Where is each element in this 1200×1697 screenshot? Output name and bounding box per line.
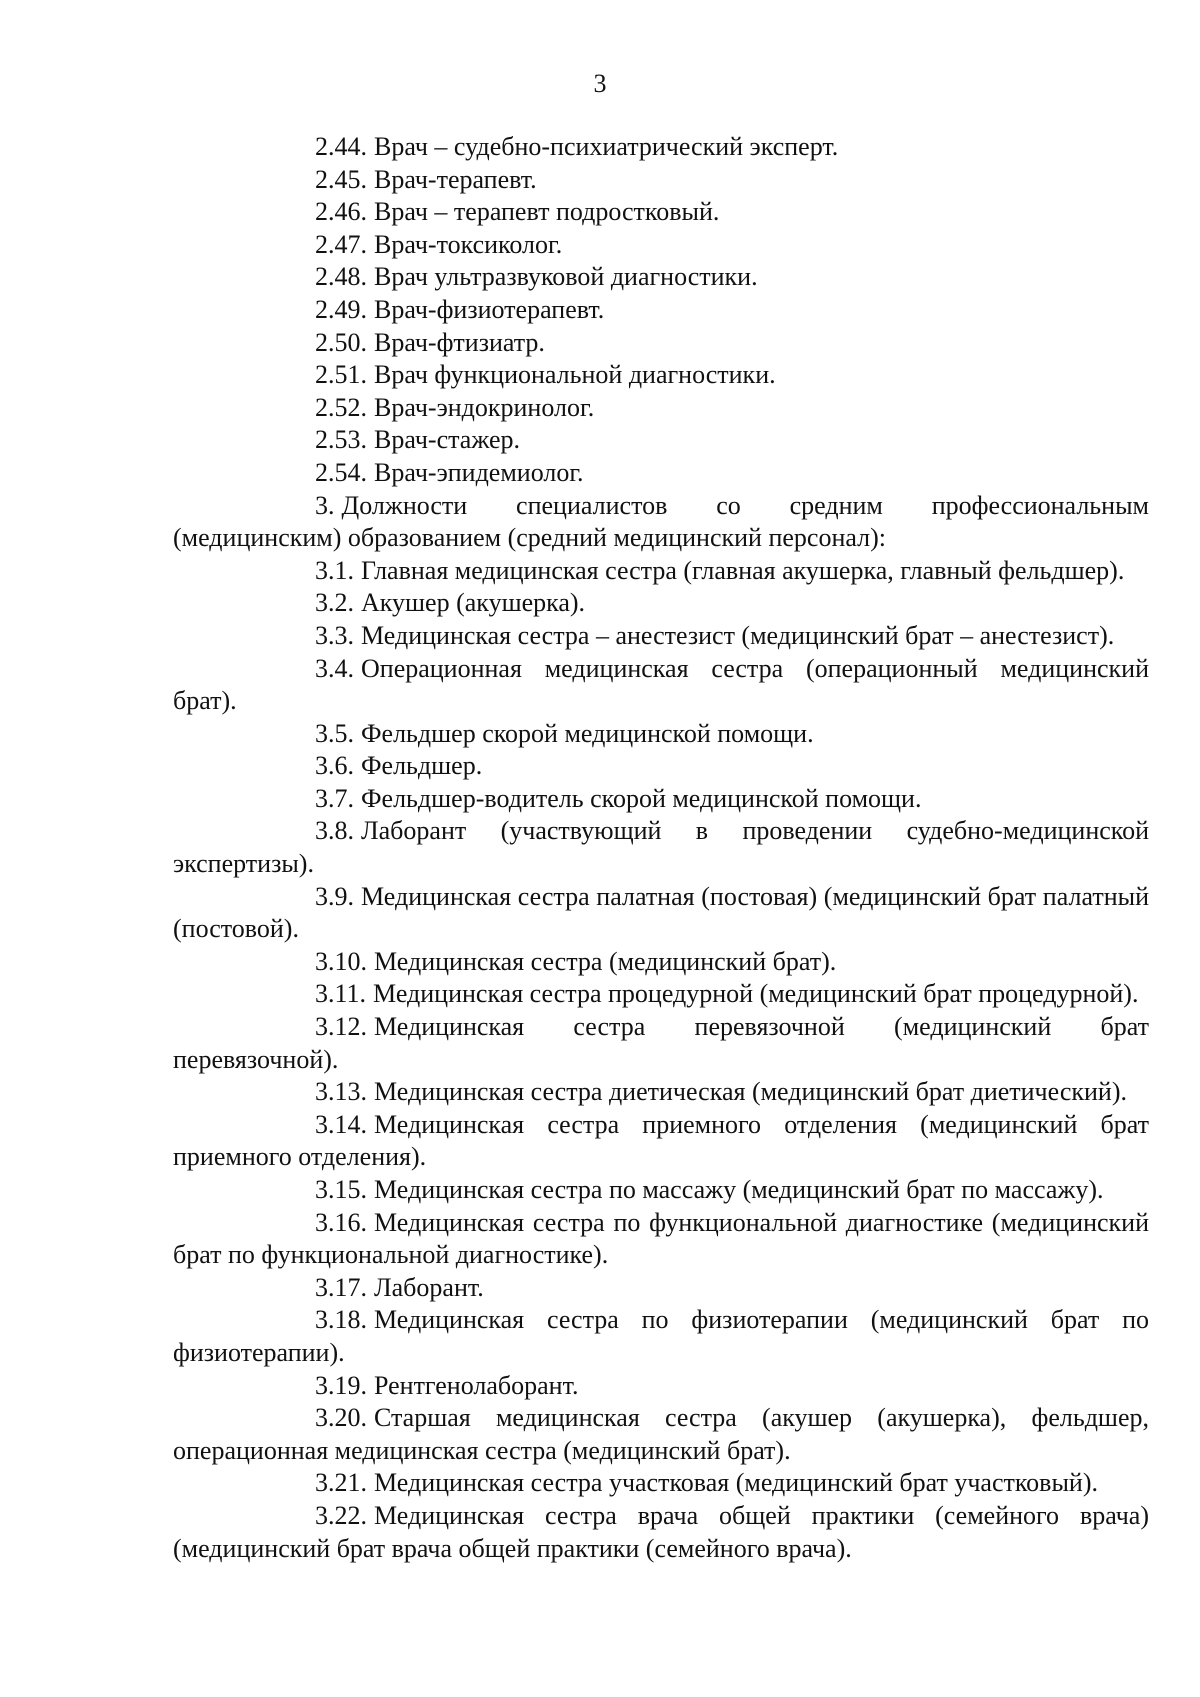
item-text: Операционная медицинская сестра (операционный медицинский брат). — [173, 653, 1149, 716]
list-item — [173, 457, 1149, 490]
list-item — [173, 294, 1149, 327]
item-text: Фельдшер. — [361, 751, 483, 781]
item-text: Врач-терапевт. — [374, 164, 537, 194]
item-number: 3.4. — [315, 653, 354, 683]
list-item — [173, 881, 1149, 946]
list-item — [173, 1207, 1149, 1272]
item-number: 3.17. — [315, 1272, 367, 1302]
item-text: Лаборант (участвующий в проведении судебно-медицинской экспертизы). — [173, 816, 1149, 879]
item-number: 3.8. — [315, 816, 354, 846]
item-number: 3.7. — [315, 783, 354, 813]
item-text: Врач-эпидемиолог. — [374, 457, 584, 487]
item-text: Врач функциональной диагностики. — [374, 360, 776, 390]
list-item — [173, 1272, 1149, 1305]
item-number: 3.10. — [315, 946, 367, 976]
item-text: Врач – судебно-психиатрический эксперт. — [374, 132, 839, 161]
item-number: 2.45. — [315, 164, 367, 194]
item-number: 2.50. — [315, 327, 367, 357]
item-text: Врач-физиотерапевт. — [374, 294, 605, 324]
item-number: 3.2. — [315, 588, 354, 618]
item-number: 2.46. — [315, 197, 367, 227]
item-number: 3.9. — [315, 881, 354, 911]
item-number: 3.1. — [315, 555, 354, 585]
page-number: 3 — [593, 69, 607, 98]
item-text: Врач-токсиколог. — [374, 229, 563, 259]
list-item — [173, 196, 1149, 229]
item-number: 3.3. — [315, 620, 354, 650]
item-number: 2.53. — [315, 425, 367, 455]
item-text: Медицинская сестра по массажу (медицинский брат по массажу). — [374, 1175, 1104, 1204]
list-item — [173, 359, 1149, 392]
list-item — [173, 327, 1149, 360]
item-text: Старшая медицинская сестра (акушер (акушерка), фельдшер, операционная медицинская сестра (медицинский брат). — [173, 1403, 1149, 1465]
list-item — [173, 946, 1149, 979]
item-number: 3.6. — [315, 751, 354, 781]
item-number: 2.51. — [315, 360, 367, 390]
list-item — [173, 229, 1149, 262]
item-text: Лаборант. — [374, 1272, 484, 1302]
item-number: 2.44. — [315, 132, 367, 161]
list-item — [173, 1500, 1149, 1565]
item-text: Медицинская сестра перевязочной (медицинский брат перевязочной). — [173, 1012, 1149, 1074]
item-text: Фельдшер скорой медицинской помощи. — [361, 718, 814, 748]
item-number: 2.48. — [315, 262, 367, 292]
list-item — [173, 815, 1149, 880]
item-text: Рентгенолаборант. — [374, 1370, 579, 1400]
list-item — [173, 131, 1149, 164]
list-item — [173, 653, 1149, 718]
list-item — [173, 1174, 1149, 1207]
item-text: Медицинская сестра по физиотерапии (медицинский брат по физиотерапии). — [173, 1305, 1149, 1367]
item-text: Медицинская сестра – анестезист (медицинский брат – анестезист). — [361, 620, 1115, 650]
item-number: 2.54. — [315, 457, 367, 487]
list-item — [173, 620, 1149, 653]
item-number: 3.15. — [315, 1175, 367, 1204]
item-text: Медицинская сестра участковая (медицинский брат участковый). — [374, 1468, 1099, 1498]
item-text: Врач – терапевт подростковый. — [374, 197, 720, 227]
list-item — [173, 424, 1149, 457]
list-item — [173, 1011, 1149, 1076]
list-item — [173, 392, 1149, 425]
list-item — [173, 555, 1149, 588]
document-body — [173, 131, 1149, 1565]
item-number: 2.52. — [315, 392, 367, 422]
item-text: Медицинская сестра приемного отделения (медицинский брат приемного отделения). — [173, 1109, 1149, 1172]
list-item — [173, 1304, 1149, 1369]
list-item — [173, 978, 1149, 1011]
item-number: 2.47. — [315, 229, 367, 259]
item-text: Фельдшер-водитель скорой медицинской помощи. — [361, 783, 922, 813]
item-text: Врач ультразвуковой диагностики. — [374, 262, 758, 292]
list-item — [173, 1370, 1149, 1403]
item-text: Медицинская сестра (медицинский брат). — [374, 946, 837, 976]
item-text: Медицинская сестра диетическая (медицинский брат диетический). — [374, 1077, 1127, 1107]
list-item — [173, 1109, 1149, 1174]
item-number: 3.12. — [315, 1012, 367, 1042]
item-text: Врач-эндокринолог. — [374, 392, 595, 422]
item-number: 2.49. — [315, 294, 367, 324]
item-number: 3.20. — [315, 1403, 367, 1433]
list-item — [173, 1467, 1149, 1500]
item-text: Акушер (акушерка). — [361, 588, 586, 618]
list-item — [173, 164, 1149, 197]
item-number: 3.21. — [315, 1468, 367, 1498]
item-number: 3. — [315, 490, 335, 520]
list-item — [173, 1402, 1149, 1467]
item-text: Медицинская сестра процедурной (медицинский брат процедурной). — [373, 979, 1139, 1009]
item-number: 3.19. — [315, 1370, 367, 1400]
item-text: Врач-фтизиатр. — [374, 327, 545, 357]
list-item — [173, 750, 1149, 783]
list-item — [173, 490, 1149, 555]
item-text: Должности специалистов со средним профессиональным (медицинским) образованием (средний медицинский персонал): — [173, 490, 1149, 553]
item-text: Медицинская сестра врача общей практики (семейного врача) (медицинский брат врача общей практики (семейного врача). — [173, 1500, 1149, 1563]
item-number: 3.14. — [315, 1109, 367, 1139]
list-item — [173, 718, 1149, 751]
item-number: 3.18. — [315, 1305, 367, 1335]
item-number: 3.22. — [315, 1500, 367, 1530]
list-item — [173, 783, 1149, 816]
item-text: Медицинская сестра по функциональной диагностике (медицинский брат по функциональной диагностике). — [173, 1207, 1149, 1270]
list-item — [173, 587, 1149, 620]
item-number: 3.5. — [315, 718, 354, 748]
item-number: 3.13. — [315, 1077, 367, 1107]
item-text: Главная медицинская сестра (главная акушерка, главный фельдшер). — [361, 555, 1125, 585]
item-text: Медицинская сестра палатная (постовая) (медицинский брат палатный (постовой). — [173, 881, 1149, 944]
item-number: 3.11. — [315, 979, 367, 1009]
list-item — [173, 1076, 1149, 1109]
list-item — [173, 261, 1149, 294]
item-number: 3.16. — [315, 1207, 367, 1237]
item-text: Врач-стажер. — [374, 425, 520, 455]
